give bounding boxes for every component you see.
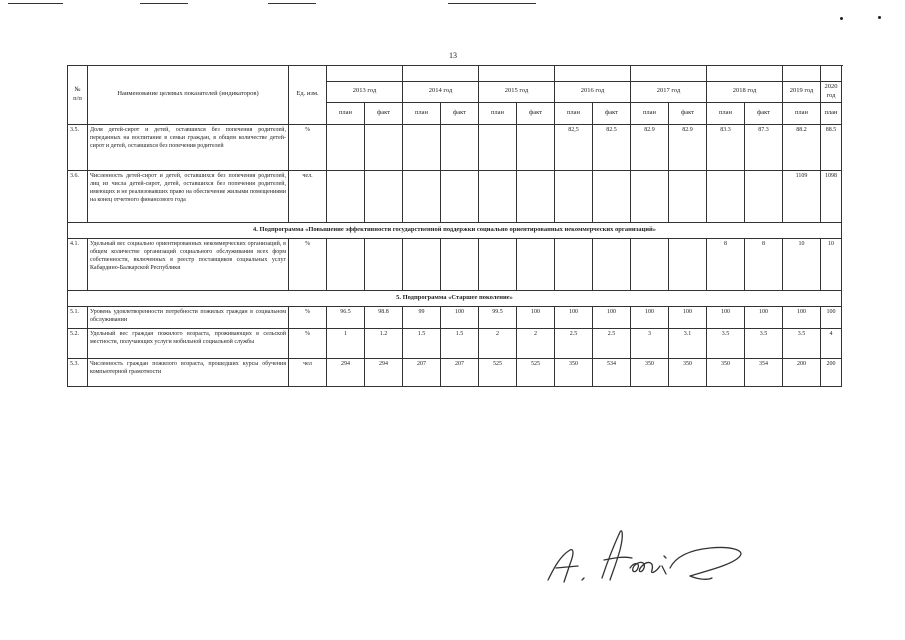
header-plan: план: [479, 102, 517, 124]
header-fact: факт: [365, 102, 403, 124]
unit-cell: %: [289, 306, 327, 328]
page-number: 13: [449, 51, 457, 60]
unit-cell: %: [289, 328, 327, 358]
header-year: 2017 год: [631, 82, 707, 103]
table-row: [68, 328, 842, 358]
value-cell: 100: [821, 306, 842, 328]
value-cell: 100: [745, 306, 783, 328]
header-year: 2015 год: [479, 82, 555, 103]
table-row: [68, 238, 842, 290]
header-year: 2019 год: [783, 82, 821, 103]
value-cell: 2.5: [593, 328, 631, 358]
value-cell: [327, 238, 365, 290]
value-cell: 99: [403, 306, 441, 328]
value-cell: 96.5: [327, 306, 365, 328]
value-cell: 99.5: [479, 306, 517, 328]
value-cell: 525: [479, 358, 517, 386]
table-header: [68, 66, 842, 125]
header-year: 2013 год: [327, 82, 403, 103]
section-title: 4. Подпрограмма «Повышение эффективности государственной поддержки социально ориентированных некоммерческих организаций»: [68, 222, 842, 238]
row-number: 3.6.: [68, 170, 88, 222]
row-number: 5.1.: [68, 306, 88, 328]
table-row: [68, 358, 842, 386]
value-cell: [441, 124, 479, 170]
value-cell: [479, 124, 517, 170]
value-cell: [669, 238, 707, 290]
value-cell: [555, 238, 593, 290]
header-unit: Ед. изм.: [289, 66, 327, 125]
row-number: 5.2.: [68, 328, 88, 358]
value-cell: [707, 170, 745, 222]
value-cell: [365, 170, 403, 222]
value-cell: 294: [327, 358, 365, 386]
header-year: 2020 год: [821, 82, 842, 103]
unit-cell: чел: [289, 358, 327, 386]
row-number: 4.1.: [68, 238, 88, 290]
value-cell: 1098: [821, 170, 842, 222]
section-row: [68, 222, 842, 238]
header-fact: факт: [517, 102, 555, 124]
value-cell: 200: [783, 358, 821, 386]
value-cell: 3: [631, 328, 669, 358]
value-cell: 1: [327, 328, 365, 358]
value-cell: 100: [593, 306, 631, 328]
value-cell: [593, 238, 631, 290]
value-cell: 100: [669, 306, 707, 328]
value-cell: 350: [669, 358, 707, 386]
indicator-name: Численность детей-сирот и детей, оставшихся без попечения родителей, лиц из числа детей-сирот, детей, оставшихся без попечения родителей, имеющих и не реализовавших право на обеспечение жилыми помещениями на конец отчетного финансового года: [88, 170, 289, 222]
value-cell: 1.2: [365, 328, 403, 358]
value-cell: 2: [517, 328, 555, 358]
value-cell: 82.5: [593, 124, 631, 170]
value-cell: [631, 170, 669, 222]
top-scan-line: [140, 3, 188, 4]
value-cell: 8: [707, 238, 745, 290]
header-fact: факт: [745, 102, 783, 124]
table-row: [68, 306, 842, 328]
header-fact: факт: [441, 102, 479, 124]
value-cell: 200: [821, 358, 842, 386]
value-cell: 2: [479, 328, 517, 358]
value-cell: [631, 238, 669, 290]
table-row: [68, 124, 842, 170]
unit-cell: %: [289, 124, 327, 170]
value-cell: 525: [517, 358, 555, 386]
value-cell: 354: [745, 358, 783, 386]
header-fact: факт: [669, 102, 707, 124]
header-plan: план: [707, 102, 745, 124]
scan-speck: [840, 17, 843, 20]
table-body: [68, 124, 842, 386]
value-cell: 3.5: [707, 328, 745, 358]
row-number: 5.3.: [68, 358, 88, 386]
top-scan-line: [8, 3, 63, 4]
value-cell: [403, 238, 441, 290]
header-fact: факт: [593, 102, 631, 124]
indicator-name: Уровень удовлетворенности потребности пожилых граждан в социальном обслуживании: [88, 306, 289, 328]
value-cell: 88.2: [783, 124, 821, 170]
header-year: 2018 год: [707, 82, 783, 103]
section-row: [68, 290, 842, 306]
value-cell: 100: [441, 306, 479, 328]
value-cell: 8: [745, 238, 783, 290]
value-cell: 88.5: [821, 124, 842, 170]
header-year: 2014 год: [403, 82, 479, 103]
header-no: № п/п: [68, 66, 88, 125]
value-cell: 1109: [783, 170, 821, 222]
value-cell: 83.3: [707, 124, 745, 170]
unit-cell: %: [289, 238, 327, 290]
indicators-table: [67, 65, 842, 387]
header-plan: план: [555, 102, 593, 124]
value-cell: 350: [631, 358, 669, 386]
value-cell: [327, 170, 365, 222]
value-cell: 350: [555, 358, 593, 386]
header-name: Наименование целевых показателей (индикаторов): [88, 66, 289, 125]
value-cell: 100: [555, 306, 593, 328]
top-scan-line: [448, 3, 536, 4]
value-cell: 207: [403, 358, 441, 386]
value-cell: [365, 124, 403, 170]
header-plan: план: [783, 102, 821, 124]
value-cell: 10: [821, 238, 842, 290]
value-cell: [403, 170, 441, 222]
value-cell: 294: [365, 358, 403, 386]
value-cell: 207: [441, 358, 479, 386]
row-number: 3.5.: [68, 124, 88, 170]
top-scan-line: [268, 3, 316, 4]
value-cell: [327, 124, 365, 170]
unit-cell: чел.: [289, 170, 327, 222]
indicator-name: Удельный вес граждан пожилого возраста, проживающих в сельской местности, получающих услуги мобильной социальной службы: [88, 328, 289, 358]
value-cell: 100: [707, 306, 745, 328]
value-cell: 534: [593, 358, 631, 386]
value-cell: 87.3: [745, 124, 783, 170]
value-cell: 2.5: [555, 328, 593, 358]
indicator-name: Численность граждан пожилого возраста, прошедших курсы обучения компьютерной грамотности: [88, 358, 289, 386]
header-plan: план: [403, 102, 441, 124]
value-cell: [517, 170, 555, 222]
header-year: 2016 год: [555, 82, 631, 103]
indicator-name: Доля детей-сирот и детей, оставшихся без попечения родителей, переданных на воспитание в семьи граждан, в общем количестве детей-сирот и детей, оставшихся без попечения родителей: [88, 124, 289, 170]
value-cell: 3.5: [745, 328, 783, 358]
handwritten-signature: [540, 520, 760, 590]
header-plan: план: [327, 102, 365, 124]
value-cell: 82.9: [631, 124, 669, 170]
scan-speck: [878, 16, 881, 19]
table-row: [68, 170, 842, 222]
value-cell: 82,5: [555, 124, 593, 170]
value-cell: 350: [707, 358, 745, 386]
value-cell: [403, 124, 441, 170]
value-cell: [555, 170, 593, 222]
value-cell: 4: [821, 328, 842, 358]
section-title: 5. Подпрограмма «Старшее поколение»: [68, 290, 842, 306]
value-cell: [479, 170, 517, 222]
value-cell: [479, 238, 517, 290]
indicator-name: Удельный вес социально ориентированных некоммерческих организаций, в общем количестве организаций социального обслуживания всех форм собственности, включенных в реестр поставщиков социальных услуг Кабардино-Балкарской Республики: [88, 238, 289, 290]
value-cell: [745, 170, 783, 222]
value-cell: [669, 170, 707, 222]
value-cell: 82.9: [669, 124, 707, 170]
value-cell: 100: [783, 306, 821, 328]
value-cell: [593, 170, 631, 222]
header-plan: план: [631, 102, 669, 124]
value-cell: 3.1: [669, 328, 707, 358]
value-cell: 1.5: [441, 328, 479, 358]
value-cell: 100: [631, 306, 669, 328]
value-cell: 100: [517, 306, 555, 328]
header-plan: план: [821, 102, 842, 124]
value-cell: [441, 170, 479, 222]
value-cell: [365, 238, 403, 290]
value-cell: [441, 238, 479, 290]
value-cell: [517, 238, 555, 290]
value-cell: 98.8: [365, 306, 403, 328]
value-cell: 10: [783, 238, 821, 290]
value-cell: 1.5: [403, 328, 441, 358]
value-cell: 3.5: [783, 328, 821, 358]
value-cell: [517, 124, 555, 170]
